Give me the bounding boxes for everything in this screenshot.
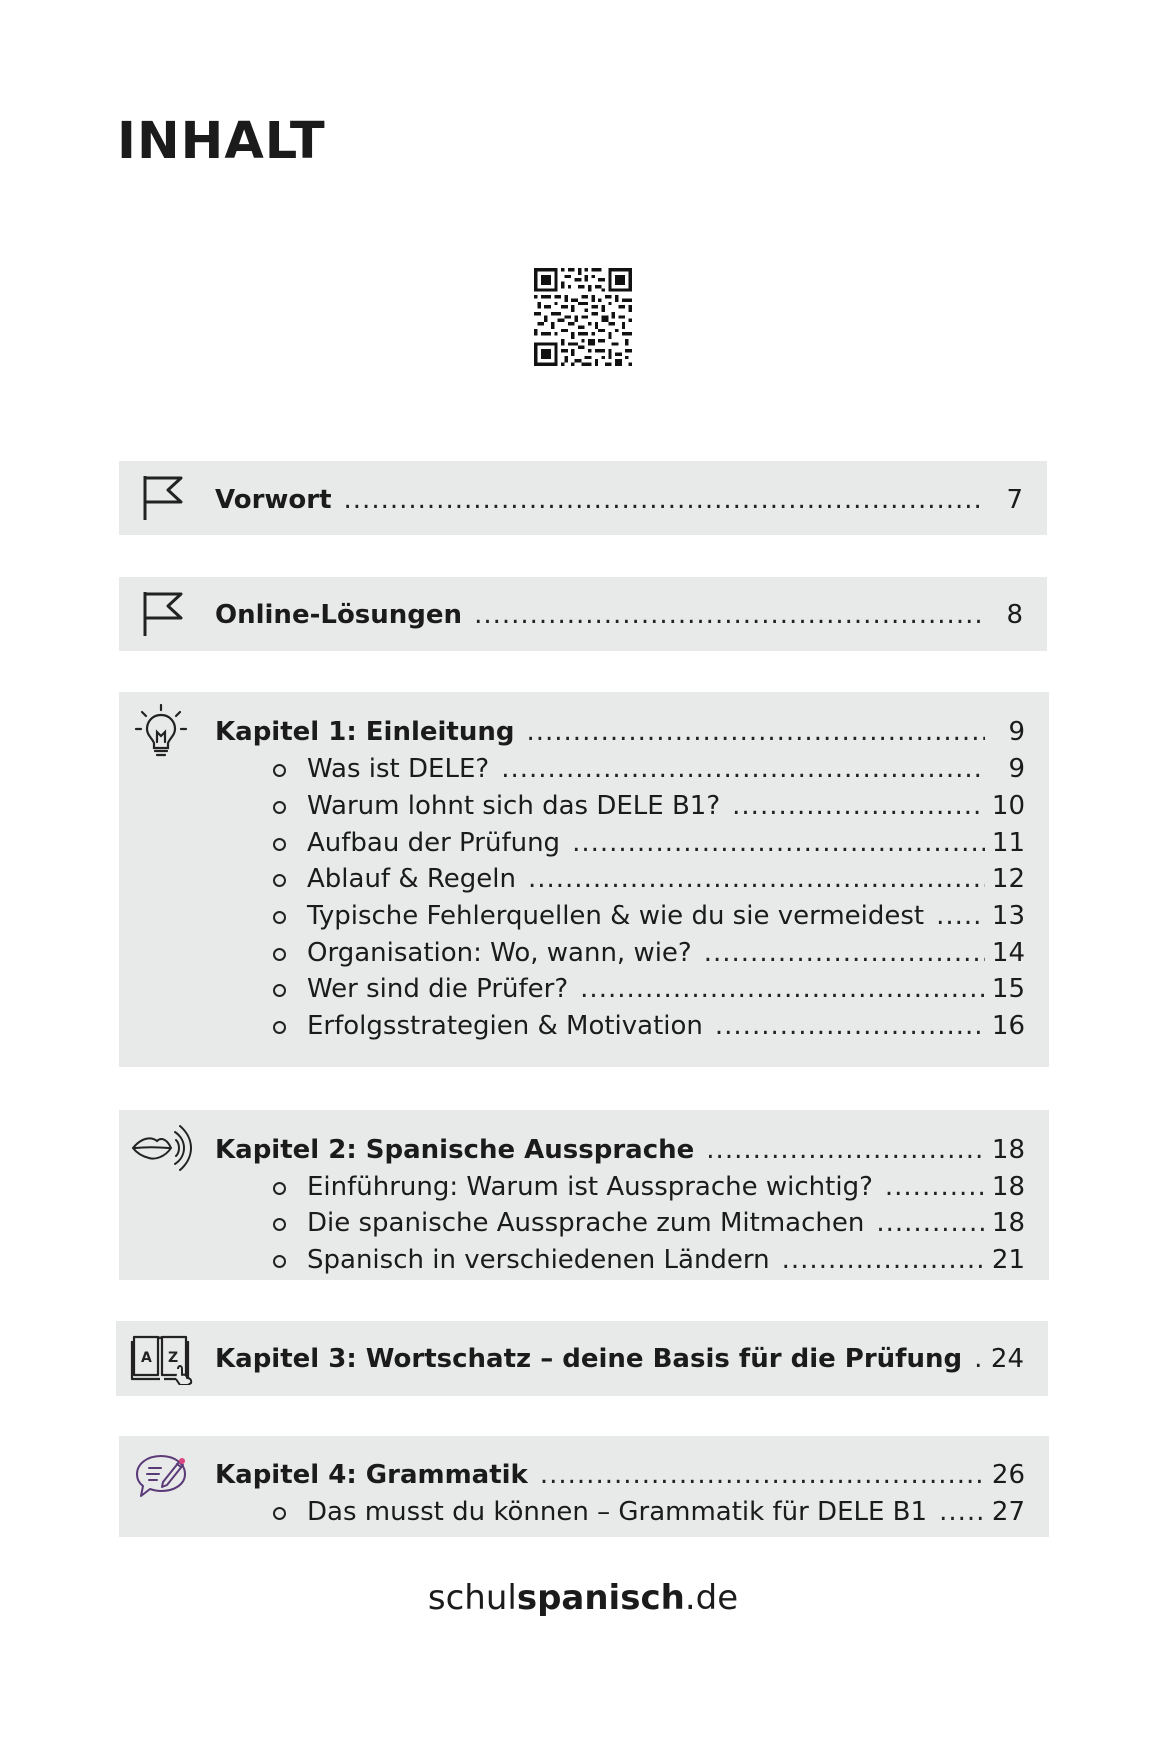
toc-entry-online[interactable] <box>215 597 1023 633</box>
page-title: INHALT <box>117 112 326 171</box>
lightbulb-icon <box>133 702 189 758</box>
toc-entry-page: 26 <box>991 1460 1025 1490</box>
bullet-icon <box>273 948 286 961</box>
website-footer[interactable] <box>0 1578 1166 1618</box>
toc-entry-label: Kapitel 2: Spanische Aussprache <box>215 1135 695 1165</box>
bullet-icon <box>273 1182 286 1195</box>
toc-section-vorwort[interactable] <box>119 461 1047 535</box>
bullet-icon <box>273 1218 286 1231</box>
bullet-icon <box>273 1021 286 1034</box>
toc-subentry[interactable]: Ablauf & Regeln ..... 12 <box>307 861 1025 897</box>
bullet-icon <box>273 764 286 777</box>
toc-subentry[interactable]: Spanisch in verschiedenen Ländern ..... 21 <box>307 1242 1025 1278</box>
toc-subentry[interactable]: Erfolgsstrategien & Motivation ..... 16 <box>307 1008 1025 1044</box>
qr-code[interactable] <box>534 268 632 366</box>
toc-entry-page: 8 <box>1006 600 1023 630</box>
toc-subentry[interactable]: Die spanische Aussprache zum Mitmachen ..... 18 <box>307 1205 1025 1241</box>
toc-subentry[interactable]: Das musst du können – Grammatik für DELE B1 ..... 27 <box>307 1494 1025 1530</box>
toc-entry-page: 9 <box>1008 717 1025 747</box>
toc-subentry[interactable]: Typische Fehlerquellen & wie du sie vermeidest ..... 13 <box>307 898 1025 934</box>
toc-subentry[interactable]: Was ist DELE? ..... 9 <box>307 751 1025 787</box>
toc-subentry[interactable]: Einführung: Warum ist Aussprache wichtig? ..... 18 <box>307 1169 1025 1205</box>
bullet-icon <box>273 911 286 924</box>
toc-entry-kapitel-1[interactable] <box>215 714 1025 750</box>
bullet-icon <box>273 1255 286 1268</box>
toc-entry-page: 18 <box>991 1135 1025 1165</box>
toc-section-kapitel-3[interactable] <box>116 1321 1048 1396</box>
footer-prefix: schul <box>427 1578 517 1618</box>
toc-entry-page: 24 <box>990 1344 1024 1374</box>
flag-icon <box>133 470 189 526</box>
bullet-icon <box>273 838 286 851</box>
footer-suffix: .de <box>684 1578 739 1618</box>
svg-text:Z: Z <box>168 1350 179 1366</box>
toc-section-online[interactable] <box>119 577 1047 651</box>
toc-subentry[interactable]: Organisation: Wo, wann, wie? ..... 14 <box>307 935 1025 971</box>
bullet-icon <box>273 1507 286 1520</box>
toc-entry-label: Vorwort <box>215 485 332 515</box>
toc-section-kapitel-4[interactable] <box>119 1436 1049 1537</box>
dictionary-book-icon <box>130 1329 194 1385</box>
toc-entry-label: Kapitel 1: Einleitung <box>215 717 515 747</box>
toc-entry-label: Kapitel 3: Wortschatz – deine Basis für die Prüfung <box>215 1344 963 1374</box>
speech-bubble-pencil-icon <box>133 1448 189 1504</box>
bullet-icon <box>273 874 286 887</box>
flag-icon <box>133 586 189 642</box>
toc-subentry[interactable]: Wer sind die Prüfer? ..... 15 <box>307 971 1025 1007</box>
toc-section-kapitel-1[interactable] <box>119 692 1049 1067</box>
toc-entry-page: 7 <box>1006 485 1023 515</box>
toc-subentry[interactable]: Aufbau der Prüfung ..... 11 <box>307 825 1025 861</box>
svg-text:A: A <box>141 1350 152 1366</box>
toc-section-kapitel-2[interactable] <box>119 1110 1049 1280</box>
toc-entry-kapitel-3[interactable] <box>215 1341 1024 1377</box>
toc-entry-kapitel-4[interactable] <box>215 1457 1025 1493</box>
mouth-speaking-icon <box>129 1120 193 1176</box>
toc-entry-label: Online-Lösungen <box>215 600 463 630</box>
toc-entry-kapitel-2[interactable] <box>215 1132 1025 1168</box>
toc-entry-vorwort[interactable] <box>215 482 1023 518</box>
bullet-icon <box>273 984 286 997</box>
footer-bold: spanisch <box>516 1578 685 1618</box>
toc-subentry[interactable]: Warum lohnt sich das DELE B1? ..... 10 <box>307 788 1025 824</box>
bullet-icon <box>273 801 286 814</box>
toc-entry-label: Kapitel 4: Grammatik <box>215 1460 528 1490</box>
